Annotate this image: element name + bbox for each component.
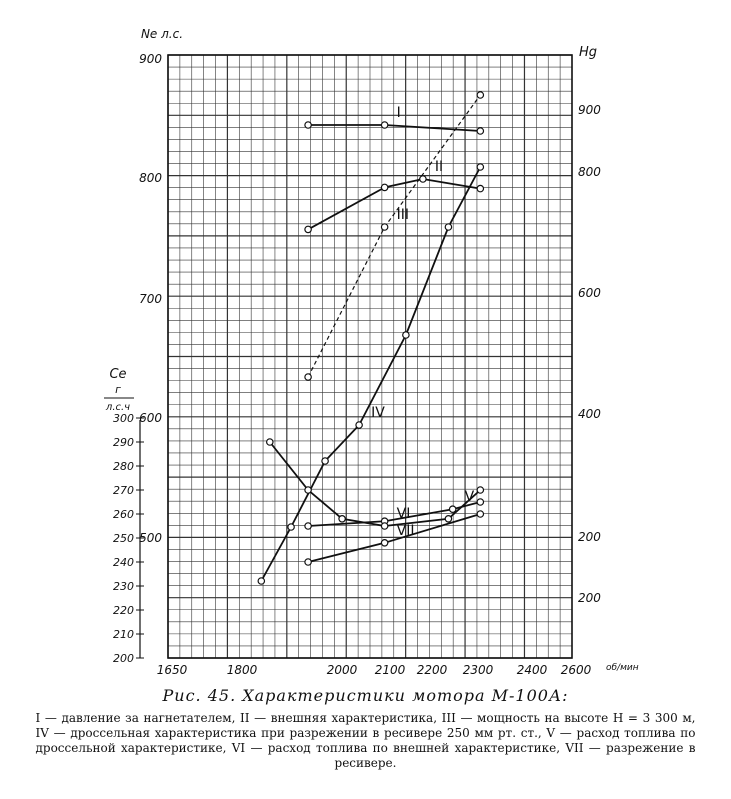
hg-tick-label: 900 (578, 103, 601, 117)
hg-tick-label: 200 (578, 530, 601, 544)
hg-tick-label: 200 (578, 591, 601, 605)
ce-tick-label: 280 (113, 460, 134, 473)
x-tick-label: 1800 (226, 663, 258, 677)
ce-tick-label: 270 (113, 484, 134, 497)
series-label-VII: VII (396, 522, 415, 539)
x-unit-label: об/мин (606, 663, 639, 673)
series-point-VII (381, 540, 387, 546)
series-point-VI (267, 439, 273, 445)
series-point-II (420, 176, 426, 182)
ne-tick-label: 700 (139, 292, 162, 306)
caption-text: I — давление за нагнетателем, II — внешняя характеристика, III — мощность на высоте H = 3 300 м, IV — дроссельная характеристика при разрежении в ресивере 250 мм рт. ст., V — расход топлива по дроссельной характеристике, VI — расход топлива по внешней характеристике, VII — разрежение в ресивере. (35, 711, 696, 770)
figure-caption (0, 686, 731, 771)
series-point-VI (477, 487, 483, 493)
series-point-IV (288, 524, 294, 530)
ce-tick-label: 290 (113, 436, 134, 449)
series-point-VII (305, 559, 311, 565)
ce-tick-label: 220 (113, 604, 134, 617)
series-point-III (381, 224, 387, 230)
x-tick-label: 2100 (374, 663, 406, 677)
ce-axis-label: Ce (109, 367, 127, 382)
series-point-VI (339, 516, 345, 522)
series-point-IV (258, 578, 264, 584)
series-label-III: III (396, 207, 410, 223)
ne-tick-label: 800 (139, 171, 162, 185)
caption-title: Рис. 45. Характеристики мотора М-100А: (162, 686, 569, 705)
series-point-VI (445, 516, 451, 522)
series-point-II (305, 226, 311, 232)
series-point-I (305, 122, 311, 128)
ce-tick-label: 210 (113, 628, 134, 641)
ce-tick-label: 200 (113, 652, 134, 665)
hg-tick-label: 800 (578, 165, 601, 179)
series-point-I (477, 128, 483, 134)
series-point-IV (477, 164, 483, 170)
series-point-II (381, 184, 387, 190)
ne-tick-label: 900 (139, 52, 162, 66)
ce-tick-label: 250 (113, 532, 134, 545)
ne-tick-label: 500 (139, 531, 162, 545)
ne-tick-label: 600 (139, 411, 162, 425)
series-point-VII (477, 511, 483, 517)
series-point-IV (445, 224, 451, 230)
series-point-IV (403, 332, 409, 338)
hg-tick-label: 600 (578, 286, 601, 300)
series-point-IV (356, 422, 362, 428)
hg-tick-label: 400 (578, 407, 601, 421)
series-label-IV: IV (371, 405, 385, 421)
series-label-I: I (396, 105, 401, 121)
x-tick-label: 2400 (516, 663, 548, 677)
ce-tick-label: 300 (113, 412, 134, 425)
series-point-IV (322, 458, 328, 464)
series-label-V: V (464, 489, 475, 506)
ce-tick-label: 230 (113, 580, 134, 593)
series-point-III (477, 92, 483, 98)
series-point-V (477, 499, 483, 505)
series-point-I (381, 122, 387, 128)
series-layer (258, 92, 483, 584)
x-tick-label: 2000 (326, 663, 358, 677)
x-tick-label: 1650 (156, 663, 188, 677)
series-point-VI (381, 523, 387, 529)
series-point-III (305, 374, 311, 380)
x-tick-label: 2200 (416, 663, 448, 677)
x-tick-label: 2600 (560, 663, 592, 677)
series-line-II (308, 179, 480, 229)
x-tick-label: 2300 (462, 663, 494, 677)
ne-axis-label: Ne л.с. (140, 27, 184, 41)
ce-axis-label-unit: л.с.ч (105, 402, 131, 413)
series-label-II: II (434, 159, 444, 175)
series-labels (371, 105, 475, 539)
series-label-VI: VI (396, 506, 411, 522)
series-point-V (305, 523, 311, 529)
ce-axis-label-unit: г (115, 383, 121, 396)
series-point-VI (305, 487, 311, 493)
series-point-II (477, 185, 483, 191)
ce-tick-label: 260 (113, 508, 134, 521)
grid (168, 55, 572, 658)
hg-axis-label: Hg (578, 45, 598, 60)
ce-tick-label: 240 (113, 556, 134, 569)
series-point-V (449, 506, 455, 512)
